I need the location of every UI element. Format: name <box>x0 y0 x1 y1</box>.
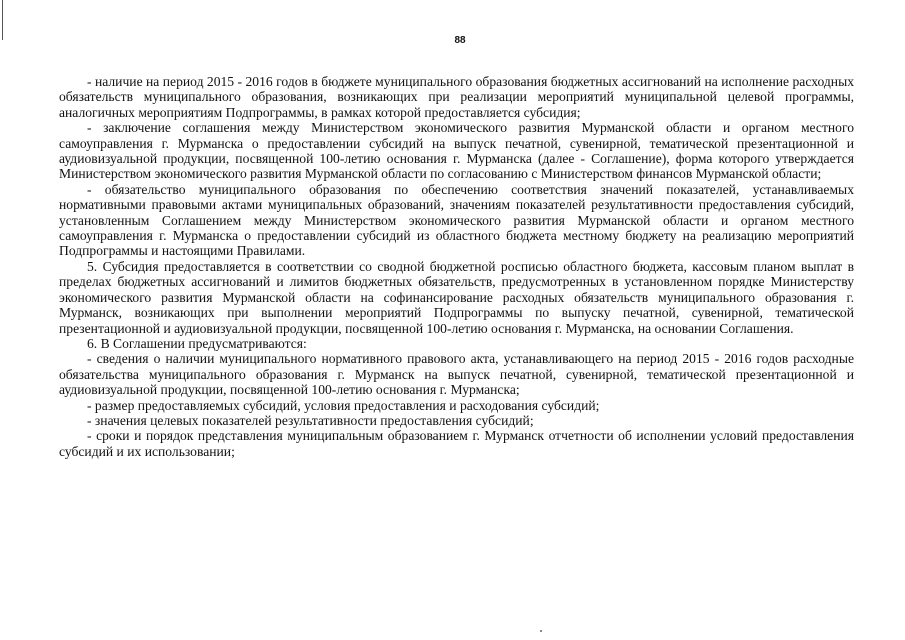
paragraph-subsidy-size: - размер предоставляемых субсидий, условия предоставления и расходования субсидий; <box>87 397 600 413</box>
page-edge-line <box>2 0 3 40</box>
scan-speck <box>540 630 542 632</box>
paragraph-section-6-heading: 6. В Соглашении предусматриваются: <box>87 335 307 351</box>
paragraph-reporting-terms: - сроки и порядок представления муниципальным образованием г. Мурманск отчетности об исполнении условий предоставления субсидий и их использовании; <box>59 428 854 459</box>
paragraph-legal-act-info: - сведения о наличии муниципального нормативного правового акта, устанавливающего на период 2015 - 2016 годов расходные обязательства муниципального образования г. Мурманск на выпуск печатной, сувенирной, тематической презентационной и аудиовизуальной продукции, посвященной 100-летию основания г. Мурманска; <box>59 351 854 398</box>
document-body <box>59 74 854 459</box>
paragraph-budget-availability: - наличие на период 2015 - 2016 годов в бюджете муниципального образования бюджетных ассигнований на исполнение расходных обязательств муниципального образования, возникающих при реализации мероприятий муниципальной целевой программы, аналогичных мероприятиям Подпрограммы, в рамках которой предоставляется субсидия; <box>59 74 854 120</box>
page-number: 88 <box>454 35 466 46</box>
paragraph-municipal-obligation: - обязательство муниципального образования по обеспечению соответствия значений показателей, устанавливаемых нормативными правовыми актами муниципальных образований, значениям показателей результативности предоставления субсидий, установленным Соглашением между Министерством экономического развития Мурманской области и органом местного самоуправления г. Мурманска о предоставлении субсидий из областного бюджета местному бюджету на реализацию мероприятий Подпрограммы и настоящими Правилами. <box>59 181 854 259</box>
paragraph-agreement-conclusion: - заключение соглашения между Министерством экономического развития Мурманской области и органом местного самоуправления г. Мурманска о предоставлении субсидий на выпуск печатной, сувенирной, тематической презентационной и аудиовизуальной продукции, посвященной 100-летию основания г. Мурманска (далее - Соглашение), форма которого утверждается Министерством экономического развития Мурманской области по согласованию с Министерством финансов Мурманской области; <box>59 120 854 182</box>
paragraph-target-indicators: - значения целевых показателей результативности предоставления субсидий; <box>87 412 534 428</box>
paragraph-section-5: 5. Субсидия предоставляется в соответствии со сводной бюджетной росписью областного бюджета, кассовым планом выплат в пределах бюджетных ассигнований и лимитов бюджетных обязательств, предусмотренных в установленном порядке Министерству экономического развития Мурманской области на софинансирование расходных обязательств муниципального образования г. Мурманск, возникающих при выполнении мероприятий Подпрограммы по выпуску печатной, сувенирной, тематической презентационной и аудиовизуальной продукции, посвященной 100-летию основания г. Мурманска, на основании Соглашения. <box>59 258 854 336</box>
